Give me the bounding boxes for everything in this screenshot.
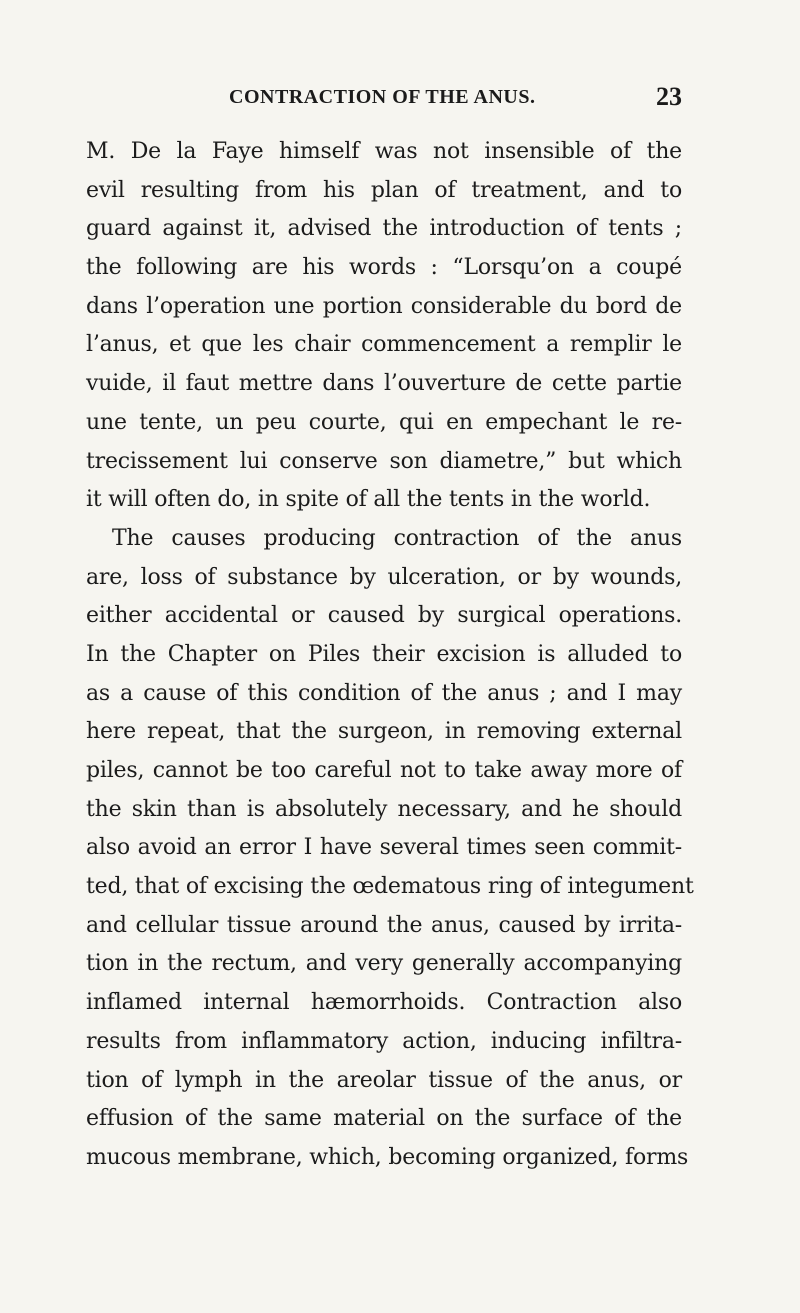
text-line: vuide, il faut mettre dans l’ouverture de cette partie <box>86 371 682 397</box>
text-line: trecissement lui conserve son diametre,” but which <box>86 448 682 474</box>
text-line: une tente, un peu courte, qui en empechant le re- <box>86 409 682 435</box>
text-line: mucous membrane, which, becoming organized, forms <box>86 1144 689 1170</box>
text-line: also avoid an error I have several times seen commit- <box>86 835 682 861</box>
text-line: the skin than is absolutely necessary, and he should <box>86 796 682 822</box>
text-line: M. De la Faye himself was not insensible of the <box>86 139 682 164</box>
text-line: as a cause of this condition of the anus ; and I may <box>86 680 682 706</box>
page-header <box>84 82 682 112</box>
text-line: it will often do, in spite of all the tents in the world. <box>86 487 651 513</box>
text-line: results from inflammatory action, inducing infiltra- <box>86 1028 682 1054</box>
text-line: and cellular tissue around the anus, caused by irrita- <box>86 912 682 938</box>
text-line: are, loss of substance by ulceration, or by wounds, <box>86 564 682 590</box>
text-line: the following are his words : “Lorsqu’on a coupé <box>86 255 682 281</box>
text-line: dans l’operation une portion considerable du bord de <box>86 293 682 319</box>
text-line: tion of lymph in the areolar tissue of the anus, or <box>86 1067 682 1093</box>
body-text <box>86 133 694 1178</box>
text-line: guard against it, advised the introduction of tents ; <box>86 216 682 242</box>
running-title: CONTRACTION OF THE ANUS. <box>229 86 536 108</box>
text-line: here repeat, that the surgeon, in removing external <box>86 719 682 745</box>
text-line: ted, that of excising the œdematous ring of integument <box>86 874 694 900</box>
page-number: 23 <box>656 82 682 111</box>
text-line: l’anus, et que les chair commencement a remplir le <box>86 332 682 358</box>
text-line: In the Chapter on Piles their excision is alluded to <box>86 641 682 667</box>
text-line: inflamed internal hæmorrhoids. Contraction also <box>86 990 682 1016</box>
text-line: The causes producing contraction of the anus <box>112 525 682 551</box>
text-line: tion in the rectum, and very generally accompanying <box>86 951 682 977</box>
text-line: piles, cannot be too careful not to take away more of <box>86 758 682 783</box>
text-line: effusion of the same material on the surface of the <box>86 1106 682 1132</box>
text-line: either accidental or caused by surgical operations. <box>86 603 682 629</box>
text-line: evil resulting from his plan of treatment, and to <box>86 177 682 203</box>
